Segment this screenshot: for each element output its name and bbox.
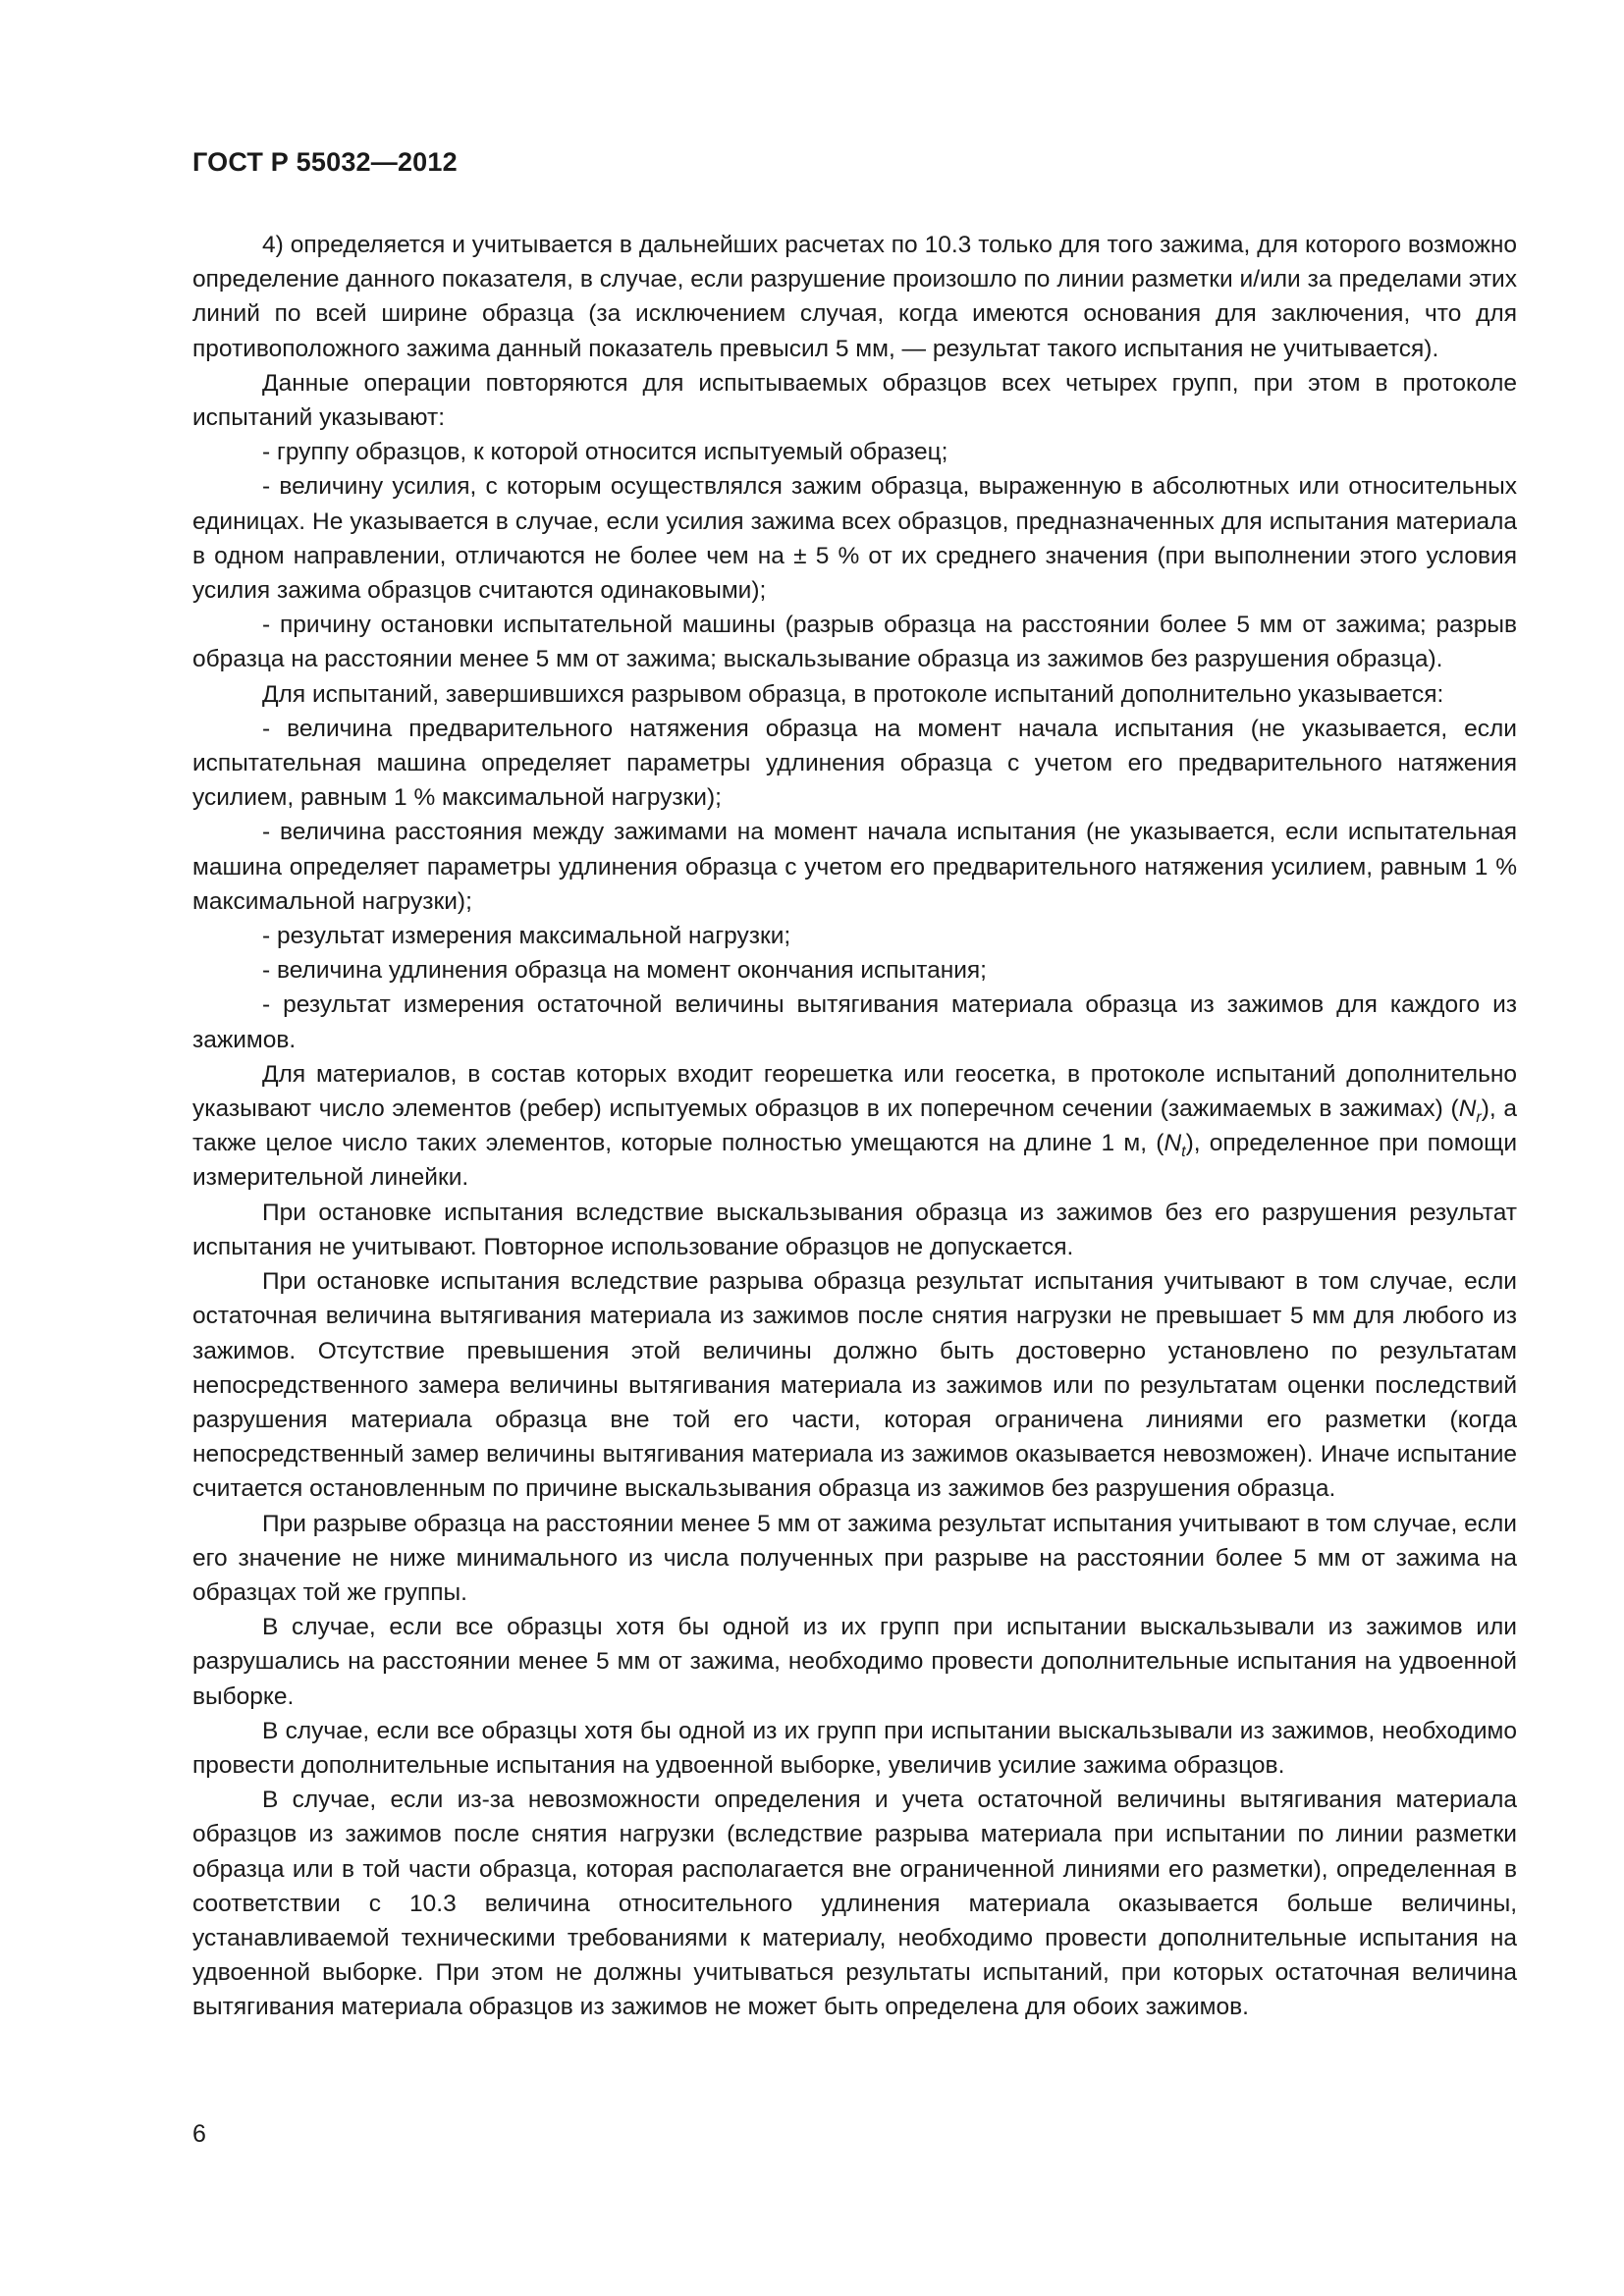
symbol-n-t: $N_t$ xyxy=(1164,1130,1186,1161)
geogrid-text-part-2: ), а также целое число таких элементов, которые полностью умещаются на длине 1 м, ( xyxy=(192,1095,1517,1157)
paragraph-protocol-intro: Данные операции повторяются для испытываемых образцов всех четырех групп, при этом в протоколе испытаний указывают: xyxy=(192,369,1517,432)
paragraph-geogrid xyxy=(192,1057,1517,1196)
paragraph-near-clamp-rupture: При разрыве образца на расстоянии менее 5 мм от зажима результат испытания учитывают в том случае, если его значение не ниже минимального из числа полученных при разрыве на расстоянии более 5 мм от зажима на образцах той же группы. xyxy=(192,1510,1517,1606)
paragraph-item-4: 4) определяется и учитывается в дальнейших расчетах по 10.3 только для того зажима, для которого возможно определение данного показателя, в случае, если разрушение произошло по линии разметки и/или за пределами этих линий по всей ширине образца (за исключением случая, когда имеются основания для заключения, что для противоположного зажима данный показатель превысил 5 мм, — результат такого испытания не учитывается). xyxy=(192,232,1517,362)
paragraph-residual-undetermined: В случае, если из-за невозможности определения и учета остаточной величины вытягивания материала образцов из зажимов после снятия нагрузки (вследствие разрыва материала при испытании по линии разметки образца или в той части образца, которая располагается вне ограниченной линиями его разметки), определенная в соответствии с 10.3 величина относительного удлинения материала оказывается больше величины, устанавливаемой техническими требованиями к материалу, необходимо провести дополнительные испытания на удвоенной выборке. При этом не должны учитываться результаты испытаний, при которых остаточная величина вытягивания материала образцов из зажимов не может быть определена для обоих зажимов. xyxy=(192,1787,1517,2021)
symbol-n-r: $N_r$ xyxy=(1458,1095,1482,1126)
list-item-sample-group: - группу образцов, к которой относится испытуемый образец; xyxy=(262,439,948,466)
list-item-max-load: - результат измерения максимальной нагрузки; xyxy=(262,923,791,950)
list-item-clamp-distance: - величина расстояния между зажимами на момент начала испытания (не указывается, если испытательная машина определяет параметры удлинения образца с учетом его предварительного натяжения усилием, равным 1 % максимальной нагрузки); xyxy=(192,819,1517,915)
geogrid-text-part-3: ), определенное при помощи измерительной линейки. xyxy=(192,1130,1518,1192)
list-item-pretension: - величина предварительного натяжения образца на момент начала испытания (не указывается, если испытательная машина определяет параметры удлинения образца с учетом его предварительного натяжения усилием, равным 1 % максимальной нагрузки); xyxy=(192,715,1517,812)
paragraph-slip-stop: При остановке испытания вследствие выскальзывания образца из зажимов без его разрушения результат испытания не учитывают. Повторное использование образцов не допускается. xyxy=(192,1199,1517,1260)
list-item-residual-pullout: - результат измерения остаточной величины вытягивания материала образца из зажимов для каждого из зажимов. xyxy=(192,991,1517,1053)
paragraph-double-sample: В случае, если все образцы хотя бы одной из их групп при испытании выскальзывали из зажимов или разрушались на расстоянии менее 5 мм от зажима, необходимо провести дополнительные испытания на удвоенной выборке. xyxy=(192,1614,1517,1710)
list-item-clamp-force: - величину усилия, с которым осуществлялся зажим образца, выраженную в абсолютных или относительных единицах. Не указывается в случае, если усилия зажима всех образцов, предназначенных для испытания материала в одном направлении, отличаются не более чем на ± 5 % от их среднего значения (при выполнении этого условия усилия зажима образцов считаются одинаковыми); xyxy=(192,473,1517,605)
paragraph-rupture-intro: Для испытаний, завершившихся разрывом образца, в протоколе испытаний дополнительно указывается: xyxy=(262,680,1444,708)
paragraph-rupture-stop: При остановке испытания вследствие разрыва образца результат испытания учитывают в том случае, если остаточная величина вытягивания материала из зажимов после снятия нагрузки не превышает 5 мм для любого из зажимов. Отсутствие превышения этой величины должно быть достоверно установлено по результатам непосредственного замера величины вытягивания материала из зажимов или по результатам оценки последствий разрушения материала образца вне той его части, которая ограничена линиями его разметки (когда непосредственный замер величины вытягивания материала из зажимов оказывается невозможен). Иначе испытание считается остановленным по причине выскальзывания образца из зажимов без разрушения образца. xyxy=(192,1268,1517,1503)
paragraph-increase-clamp-force: В случае, если все образцы хотя бы одной из их групп при испытании выскальзывали из зажимов, необходимо провести дополнительные испытания на удвоенной выборке, увеличив усилие зажима образцов. xyxy=(192,1717,1517,1779)
page-number: 6 xyxy=(192,2120,206,2148)
geogrid-text-part-1: Для материалов, в состав которых входит георешетка или геосетка, в протоколе испытаний дополнительно указывают число элементов (ребер) испытуемых образцов в их поперечном сечении (зажимаемых в зажимах) ( xyxy=(192,1060,1517,1123)
list-item-elongation: - величина удлинения образца на момент окончания испытания; xyxy=(262,957,987,985)
document-code-header: ГОСТ Р 55032—2012 xyxy=(192,147,458,177)
document-body xyxy=(192,228,1517,2025)
list-item-stop-reason: - причину остановки испытательной машины (разрыв образца на расстоянии более 5 мм от зажима; разрыв образца на расстоянии менее 5 мм от зажима; выскальзывание образца из зажимов без разрушения образца). xyxy=(192,612,1517,673)
